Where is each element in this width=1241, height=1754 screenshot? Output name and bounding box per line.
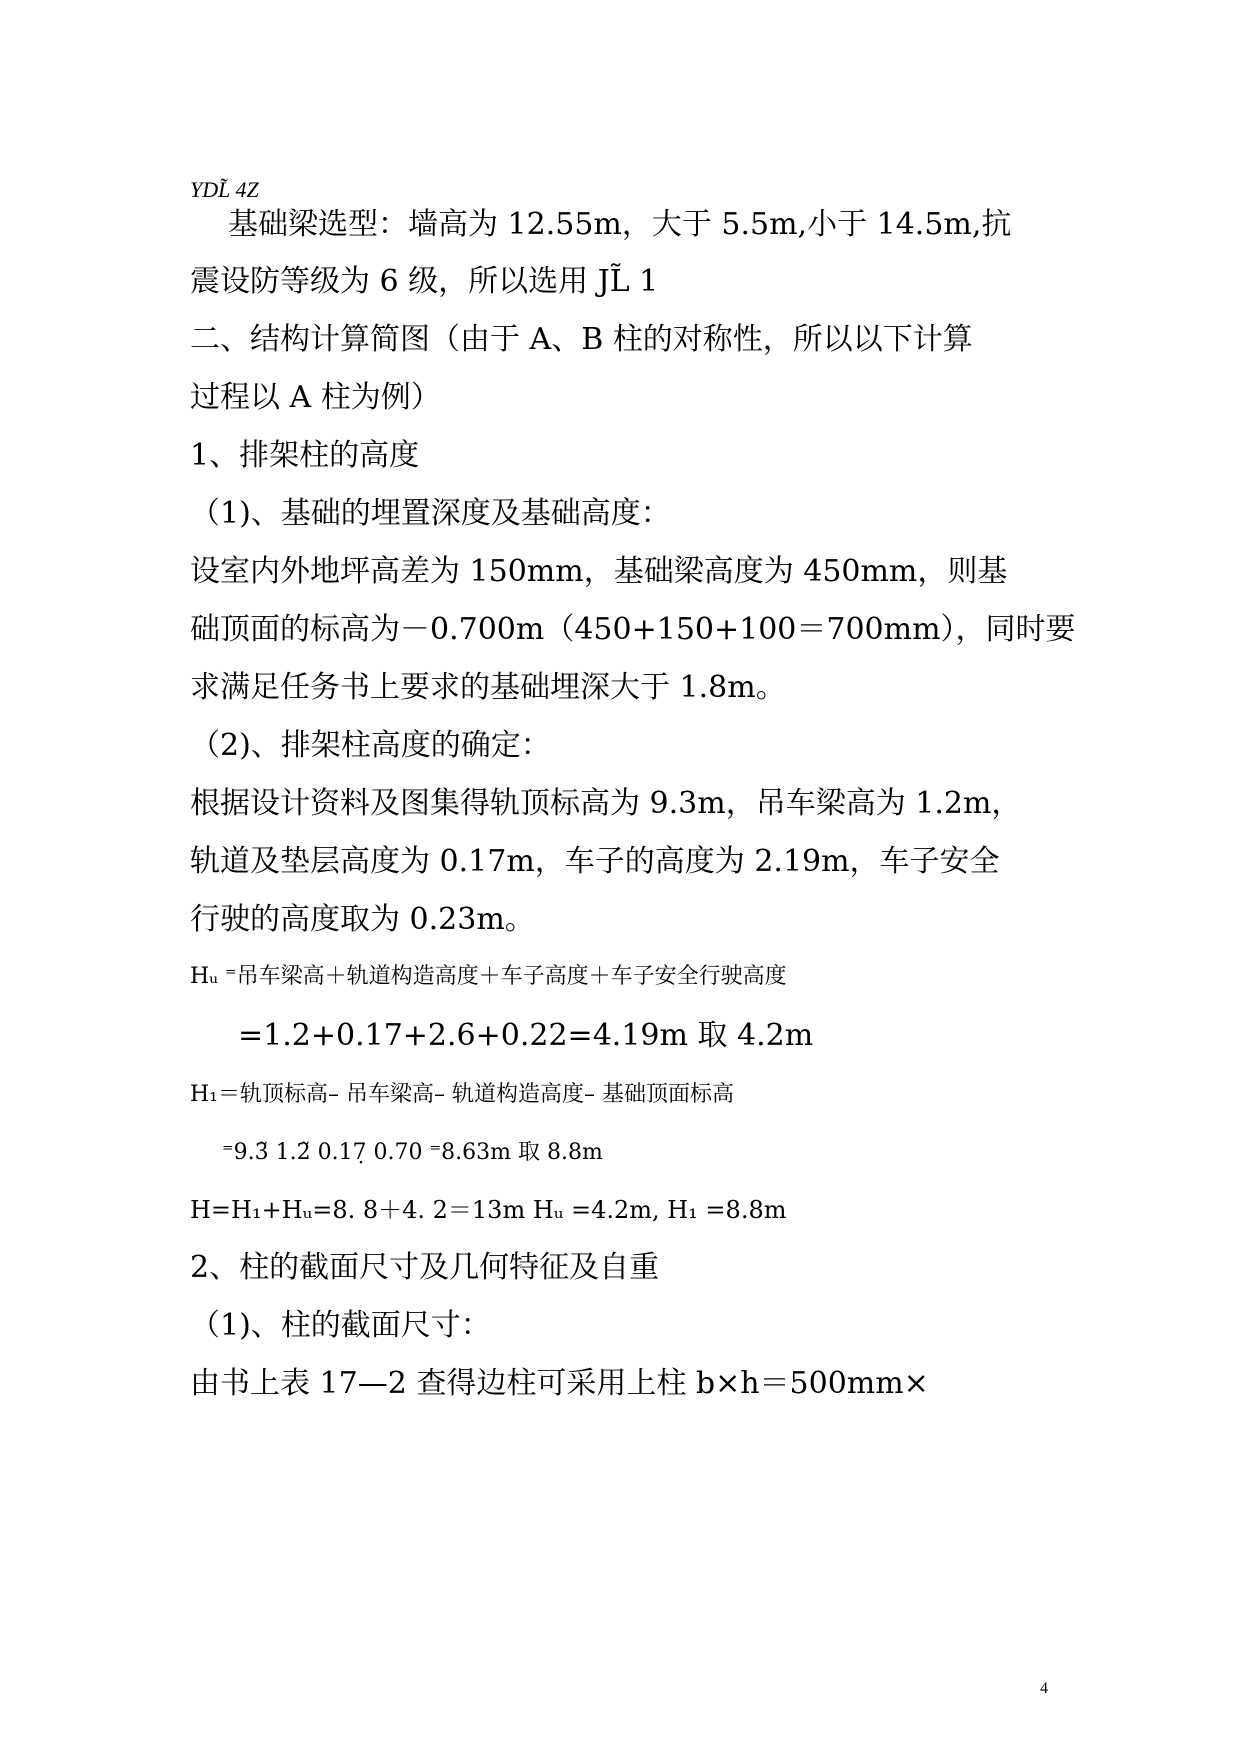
subsection-heading: 2、柱的截面尺寸及几何特征及自重	[190, 1250, 660, 1285]
formula-line: Hᵤ ⁼吊车梁高＋轨道构造高度＋车子高度＋车子安全行驶高度	[190, 964, 787, 989]
section-heading: 二、结构计算简图（由于 A、B 柱的对称性，所以以下计算	[190, 322, 973, 357]
text-line: 轨道及垫层高度为 0.17m，车子的高度为 2.19m，车子安全	[190, 844, 1000, 879]
text-line: 过程以 A 柱为例）	[190, 380, 441, 415]
subsection-heading: （1)、基础的埋置深度及基础高度：	[190, 496, 671, 531]
text-line: 震设防等级为 6 级，所以选用 JL̃ 1	[190, 264, 659, 299]
text-line: YDL̃ 4Z	[190, 177, 259, 202]
text-line: 础顶面的标高为－0.700m（450+150+100＝700mm），同时要	[190, 612, 1076, 647]
formula-line: =1.2+0.17+2.6+0.22=4.19m 取 4.2m	[238, 1018, 814, 1053]
text-line: 求满足任务书上要求的基础埋深大于 1.8m。	[190, 670, 786, 705]
formula-line: H=H₁+Hᵤ=8. 8＋4. 2＝13m Hᵤ =4.2m, H₁ =8.8m	[190, 1196, 787, 1224]
text-line: 基础梁选型：墙高为 12.55m，大于 5.5m,小于 14.5m,抗	[228, 207, 1012, 242]
text-line: 根据设计资料及图集得轨顶标高为 9.3m，吊车梁高为 1.2m，	[190, 786, 1022, 821]
formula-line: H₁＝轨顶标高– 吊车梁高– 轨道构造高度– 基础顶面标高	[190, 1082, 734, 1107]
text-line: 设室内外地坪高差为 150mm，基础梁高度为 450mm，则基	[190, 554, 1008, 589]
text-line: 由书上表 17—2 查得边柱可采用上柱 b×h＝500mm×	[190, 1366, 929, 1401]
subsection-heading: （1)、柱的截面尺寸：	[190, 1308, 491, 1343]
page-number: 4	[1040, 1680, 1048, 1697]
subsection-heading: （2)、排架柱高度的确定：	[190, 728, 551, 763]
text-line: 行驶的高度取为 0.23m。	[190, 902, 535, 937]
subsection-heading: 1、排架柱的高度	[190, 438, 420, 473]
formula-line: ⁼9.3̃ 1.2̃ 0.17̣ 0.70 ⁼8.63m 取 8.8m	[222, 1140, 603, 1165]
